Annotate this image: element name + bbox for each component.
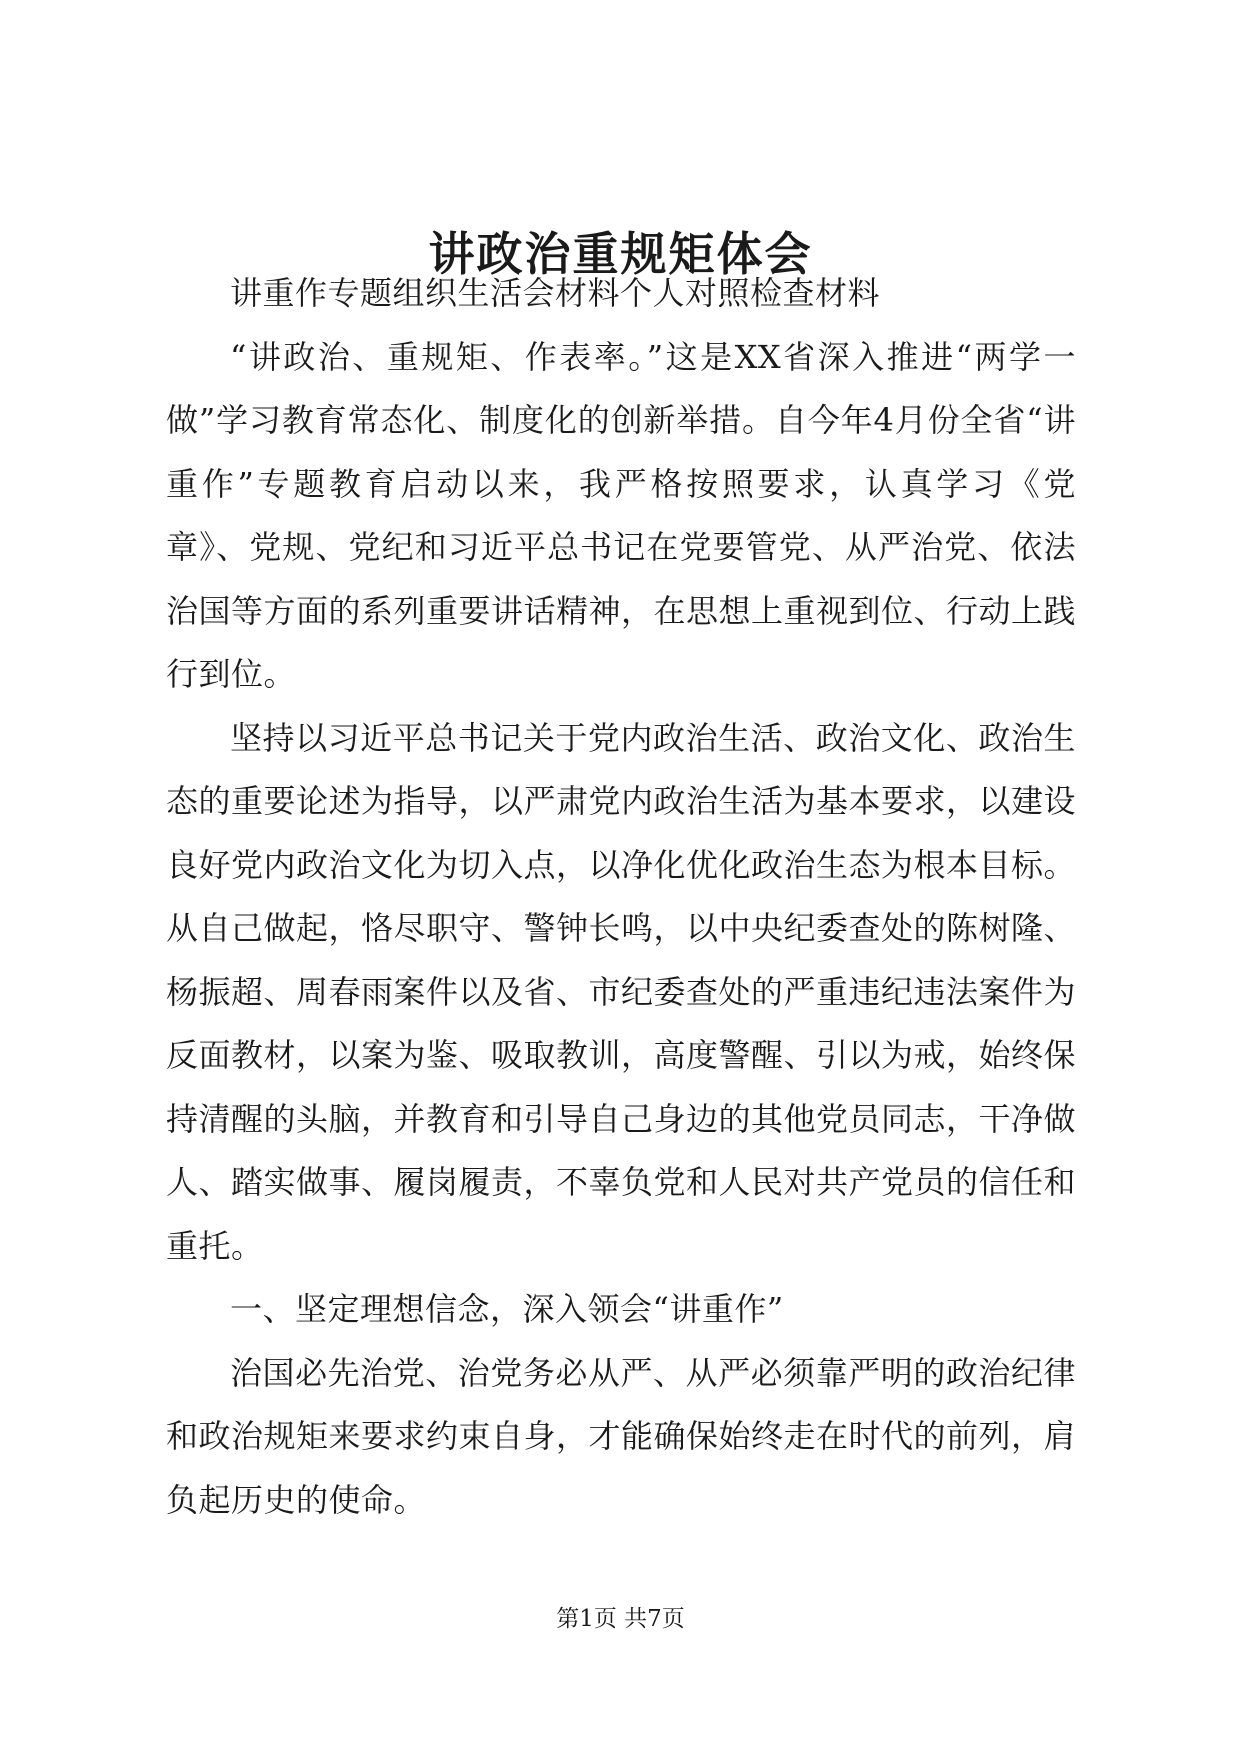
- body-paragraph: “讲政治、重规矩、作表率。”这是XX省深入推进“两学一做”学习教育常态化、制度化的创新举措。自今年4月份全省“讲重作”专题教育启动以来，我严格按照要求，认真学习《党章》、党规、党纪和习近平总书记在党要管党、从严治党、依法治国等方面的系列重要讲话精神，在思想上重视到位、行动上践行到位。: [166, 337, 1077, 693]
- body-paragraph: 坚持以习近平总书记关于党内政治生活、政治文化、政治生态的重要论述为指导，以严肃党内政治生活为基本要求，以建设良好党内政治文化为切入点，以净化优化政治生态为根本目标。从自己做起，恪尽职守、警钟长鸣，以中央纪委查处的陈树隆、杨振超、周春雨案件以及省、市纪委查处的严重违纪违法案件为反面教材，以案为鉴、吸取教训，高度警醒、引以为戒，始终保持清醒的头脑，并教育和引导自己身边的其他党员同志，干净做人、踏实做事、履岗履责，不辜负党和人民对共产党员的信任和重托。: [166, 718, 1077, 1265]
- section-heading: 一、坚定理想信念，深入领会“讲重作”: [230, 1290, 784, 1328]
- page-footer: 第1页 共7页: [556, 1606, 685, 1632]
- document-title: 讲政治重规矩体会: [428, 227, 813, 281]
- subtitle-paragraph: 讲重作专题组织生活会材料个人对照检查材料: [230, 274, 881, 312]
- body-paragraph: 治国必先治党、治党务必从严、从严必须靠严明的政治纪律和政治规矩来要求约束自身，才能确保始终走在时代的前列，肩负起历史的使命。: [166, 1353, 1077, 1519]
- document-body: [166, 262, 1076, 1532]
